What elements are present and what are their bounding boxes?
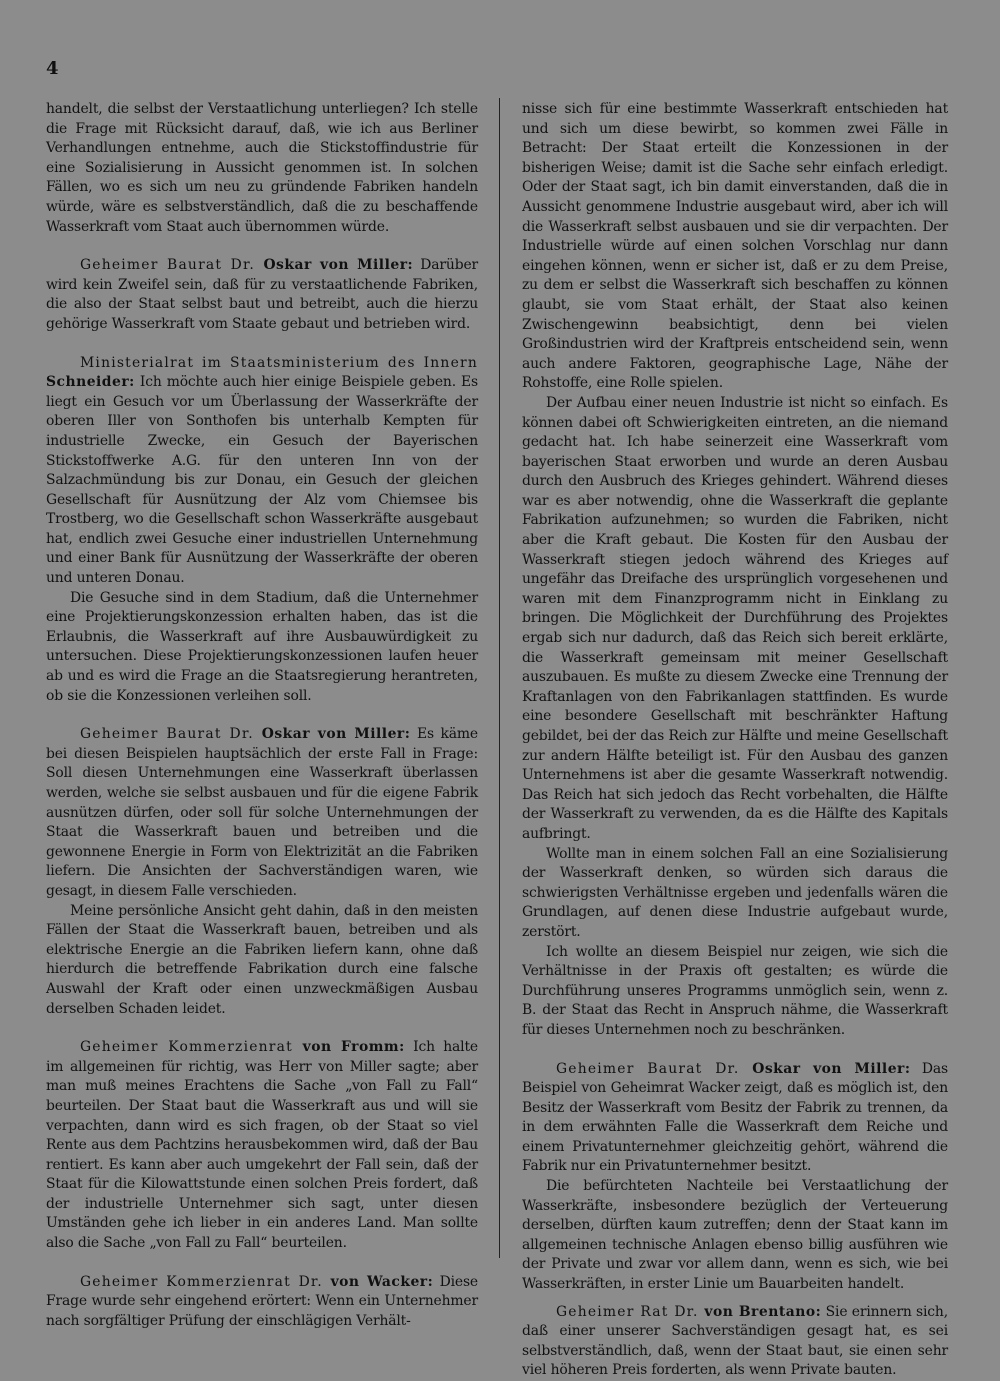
paragraph-gap (46, 1254, 478, 1273)
speaker-name: Oskar von Miller: (263, 257, 414, 274)
paragraph: Meine persönliche Ansicht geht dahin, daß in den meisten Fällen der Staat die Wasserkraft bauen, betreiben und als elektrische Energie an die Fabriken liefern kann, ohne daß hierdurch die betreffende Fabrikation durch eine falsche Auswahl der Kraft oder einen unzweckmäßigen Ausbau derselben Schaden leidet. (46, 902, 478, 1017)
paragraph-gap (522, 1295, 948, 1303)
paragraph: Der Aufbau einer neuen Industrie ist nicht so einfach. Es können dabei oft Schwierigkeiten eintreten, an die niemand gedacht hat. Ich habe seinerzeit eine Wasserkraft vom bayerischen Staat erworben und wurde an deren Ausbau durch den Ausbruch des Krieges gehindert. Während dieses war es aber notwendig, ohne die Wasserkraft die geplante Fabrikation aufzunehmen; so wurden die Fabriken, nicht aber die Kraft gebaut. Die Kosten für den Ausbau der Wasserkraft stiegen jedoch während des Krieges auf ungefähr das Dreifache des ursprünglich vorgesehenen und waren mit dem Finanzprogramm nicht in Einklang zu bringen. Die Möglichkeit der Durchführung des Projektes ergab sich nur dadurch, daß das Reich sich bereit erklärte, die Wasserkraft gemeinsam mit meiner Gesellschaft auszubauen. Es mußte zu diesem Zwecke eine Trennung der Kraftanlagen von den Fabrikanlagen stattfinden. Es wurde eine besondere Gesellschaft mit beschränkter Haftung gebildet, bei der das Reich zur Hälfte und meine Gesellschaft zur andern Hälfte beteiligt ist. Für den Ausbau des ganzen Unternehmens ist aber die gesamte Wasserkraft notwendig. Das Reich hat sich jedoch das Recht vorbehalten, die Hälfte der Wasserkraft zu verwenden, da es die Hälfte des Kapitals aufbringt. (522, 394, 948, 842)
paragraph: Wollte man in einem solchen Fall an eine Sozialisierung der Wasserkraft denken, so würden sich daraus die schwierigsten Verhältnisse ergeben und jedenfalls wären die Grundlagen, auf denen diese Industrie aufgebaut wurde, zerstört. (522, 845, 948, 940)
speaker-title: Geheimer Baurat Dr. (80, 257, 264, 274)
paragraph-gap (46, 706, 478, 725)
speech-paragraph (46, 725, 478, 901)
speech-text: Ich halte im allgemeinen für richtig, was Herr von Miller sagte; aber man muß meines Erachtens die Sache „von Fall zu Fall“ beurteilen. Der Staat baut die Wasserkraft aus und will sie verpachten, dann wird es sich fragen, ob der Staat so viel Rente aus dem Pachtzins herausbekommen wird, daß der Bau rentiert. Es kann aber auch umgekehrt der Fall sein, daß der Staat für die Kilowattstunde einen solchen Preis fordert, daß der industrielle Unternehmer sich sagt, unter diesen Umständen gehe ich lieber in ein anderes Land. Man sollte also die Sache „von Fall zu Fall“ beurteilen. (46, 1039, 478, 1252)
speech-paragraph (46, 1273, 478, 1332)
speaker-title: Ministerialrat im Staatsministerium des Innern (80, 354, 478, 371)
speaker-name: von Fromm: (302, 1039, 405, 1056)
page-number: 4 (46, 58, 59, 79)
speech-text: Darüber wird kein Zweifel sein, daß für zu verstaatlichende Fabriken, die also der Staat selbst baut und betreibt, auch die hierzu gehörige Wasserkraft vom Staate gebaut und betrieben wird. (46, 257, 479, 332)
paragraph-gap (46, 237, 478, 256)
column-divider (499, 98, 500, 1258)
speaker-title: Geheimer Baurat Dr. (80, 726, 262, 743)
speech-text: Ich möchte auch hier einige Beispiele geben. Es liegt ein Gesuch vor um Überlassung der Wasserkräfte der oberen Iller von Sonthofen bis unterhalb Kempten für industrielle Zwecke, ein Gesuch der Bayerischen Stickstoffwerke A.G. für den unteren Inn von der Salzachmündung bis zur Donau, ein Gesuch der gleichen Gesellschaft für Ausnützung der Alz vom Chiemsee bis Trostberg, wo die Gesellschaft schon Wasserkräfte ausgebaut hat, endlich zwei Gesuche einer industriellen Unternehmung und einer Bank für Ausnützung der Wasserkräfte der oberen und unteren Donau. (46, 374, 478, 587)
speaker-name: Oskar von Miller: (261, 726, 411, 743)
speech-paragraph (522, 1060, 948, 1178)
paragraph-gap (46, 1019, 478, 1038)
speech-paragraph (46, 1038, 478, 1254)
speech-text: Sie erinnern sich, daß einer unserer Sachverständigen gesagt hat, es sei selbstverständlich, daß, wenn der Staat baut, sie einen sehr viel höheren Preis forderten, als wenn Private bauten. (522, 1303, 948, 1379)
speaker-title: Geheimer Kommerzienrat Dr. (80, 1273, 331, 1290)
speaker-name: von Brentano: (704, 1303, 822, 1320)
speech-text: Das Beispiel von Geheimrat Wacker zeigt, daß es möglich ist, den Besitz der Wasserkraft vom Besitz der Fabrik zu trennen, da in dem erwähnten Falle die Wasserkraft dem Reiche und einem Privatunternehmer gleichzeitig gehört, während die Fabrik nur ein Privatunternehmer besitzt. (522, 1060, 948, 1175)
paragraph: handelt, die selbst der Verstaatlichung unterliegen? Ich stelle die Frage mit Rücksicht darauf, daß, wie ich aus Berliner Verhandlungen entnehme, auch die Stickstoffindustrie für eine Sozialisierung in Aussicht genommen ist. In solchen Fällen, wo es sich um neu zu gründende Fabriken handeln würde, wäre es selbstverständlich, daß die zu beschaffende Wasserkraft vom Staat auch übernommen würde. (46, 101, 478, 235)
speaker-name: Oskar von Miller: (752, 1060, 911, 1077)
paragraph: Ich wollte an diesem Beispiel nur zeigen, wie sich die Verhältnisse in der Praxis oft gestalten; es würde die Durchführung unseres Programms unmöglich sein, wenn z. B. der Staat das Recht in Anspruch nähme, die Wasserkraft für dieses Unternehmen noch zu beschränken. (522, 943, 948, 1038)
paragraph-gap (522, 1041, 948, 1060)
speech-paragraph (46, 256, 478, 334)
speech-text: Diese Frage wurde sehr eingehend erörtert: Wenn ein Unternehmer nach sorgfältiger Prüfung der einschlägigen Verhält- (46, 1273, 479, 1329)
speaker-title: Geheimer Baurat Dr. (556, 1060, 753, 1077)
paragraph: nisse sich für eine bestimmte Wasserkraft entschieden hat und sich um diese bewirbt, so kommen zwei Fälle in Betracht: Der Staat erteilt die Konzessionen in der bisherigen Weise; damit ist die Sache sehr einfach erledigt. Oder der Staat sagt, ich bin damit einverstanden, daß die in Aussicht genommene Industrie ausgebaut wird, aber ich will die Wasserkraft selbst ausbauen und sie dir verpachten. Der Industrielle würde auf einen solchen Vorschlag nur dann eingehen können, wenn er sicher ist, daß er zu dem Preise, zu dem er selbst die Wasserkraft sich beschaffen zu können glaubt, sie vom Staat erhält, der Staat also keinen Zwischengewinn beabsichtigt, denn bei vielen Großindustrien wird der Kraftpreis entscheidend sein, wenn auch andere Faktoren, geographische Lage, Nähe der Rohstoffe, eine Rolle spielen. (522, 101, 948, 392)
speaker-name: Schneider: (46, 374, 135, 391)
speaker-title: Geheimer Kommerzienrat (80, 1039, 303, 1056)
paragraph: Die befürchteten Nachteile bei Verstaatlichung der Wasserkräfte, insbesondere bezüglich der Verteuerung derselben, dürften kaum zutreffen; denn der Staat kann im allgemeinen technische Anlagen ebenso billig ausführen wie der Private und zwar vor allem dann, wenn es sich, wie bei Wasserkräften, in erster Linie um Bauarbeiten handelt. (522, 1178, 948, 1293)
speaker-name: von Wacker: (330, 1273, 434, 1290)
left-column (46, 100, 478, 1331)
paragraph: Die Gesuche sind in dem Stadium, daß die Unternehmer eine Projektierungskonzession erhalten haben, das ist die Erlaubnis, die Wasserkraft auf ihre Ausbauwürdigkeit zu untersuchen. Diese Projektierungskonzessionen laufen heuer ab und es wird die Frage an die Staatsregierung herantreten, ob sie die Konzessionen verleihen soll. (46, 589, 478, 704)
speech-paragraph (46, 354, 478, 589)
paragraph-gap (46, 335, 478, 354)
speech-text: Es käme bei diesen Beispielen hauptsächlich der erste Fall in Frage: Soll diesen Unternehmungen eine Wasserkraft überlassen werden, welche sie selbst ausbauen und für die eigene Fabrik ausnützen dürfen, oder soll für solche Unternehmungen der Staat die Wasserkraft bauen und betreiben und die gewonnene Energie in Form von Elektrizität an die Fabriken liefern. Die Ansichten der Sachverständigen waren, wie gesagt, in diesem Falle verschieden. (46, 726, 478, 899)
speech-paragraph (522, 1303, 948, 1381)
right-column (522, 100, 948, 1381)
speaker-title: Geheimer Rat Dr. (556, 1303, 705, 1320)
